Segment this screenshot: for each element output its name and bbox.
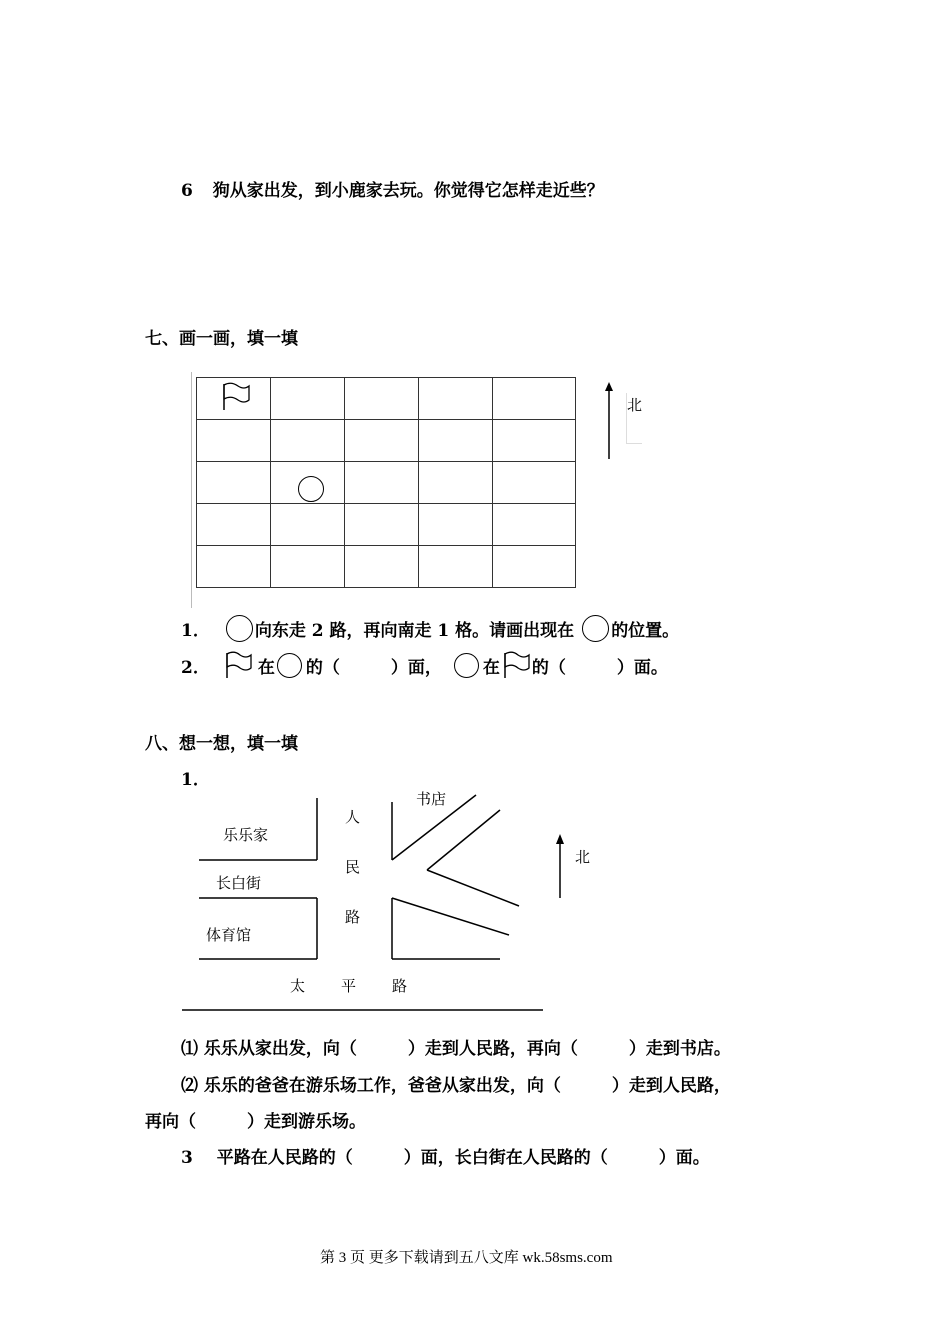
grid-cell[interactable] bbox=[419, 420, 493, 462]
grid-cell[interactable] bbox=[493, 378, 576, 420]
section-7-question-2 bbox=[181, 651, 668, 679]
section-8-subquestion-2-line-2: 再向（ ）走到游乐场。 bbox=[145, 1112, 366, 1132]
question-text: 狗从家出发，到小鹿家去玩。你觉得它怎样走近些？ bbox=[212, 181, 604, 201]
page-footer: 第 3 页 更多下载请到五八文库 wk.58sms.com bbox=[320, 1250, 613, 1266]
grid-cell[interactable] bbox=[271, 420, 345, 462]
map-label-taiping-road-1: 太 bbox=[290, 977, 306, 995]
grid-cell[interactable] bbox=[345, 420, 419, 462]
map-label-gym: 体育馆 bbox=[206, 926, 252, 944]
grid-cell[interactable] bbox=[493, 420, 576, 462]
grid-cell[interactable] bbox=[345, 462, 419, 504]
circle-icon bbox=[582, 615, 609, 642]
circle-icon bbox=[277, 653, 302, 678]
section-8-title: 八、想一想，填一填 bbox=[145, 734, 298, 754]
map-label-changbai-street: 长白街 bbox=[216, 874, 262, 892]
grid-cell[interactable] bbox=[197, 546, 271, 588]
map-label-renmin-road-1: 人 bbox=[345, 808, 361, 826]
map-label-renmin-road-3: 路 bbox=[345, 908, 361, 926]
question-text: 平路在人民路的（ ）面，长白街在人民路的（ ）面。 bbox=[216, 1148, 710, 1168]
grid-cell[interactable] bbox=[493, 462, 576, 504]
grid-cell[interactable] bbox=[419, 378, 493, 420]
flag-icon bbox=[224, 651, 252, 679]
grid-table bbox=[196, 377, 576, 588]
question-number: 6 bbox=[181, 181, 193, 201]
grid-cell[interactable] bbox=[493, 504, 576, 546]
question-text: 向东走 2 路，再向南走 1 格。请画出现在 bbox=[254, 621, 575, 641]
map-label-bookstore: 书店 bbox=[416, 790, 447, 808]
question-number: 2． bbox=[181, 657, 210, 678]
circle-icon bbox=[454, 653, 479, 678]
grid-cell[interactable] bbox=[271, 378, 345, 420]
grid-cell[interactable] bbox=[345, 546, 419, 588]
position-grid bbox=[191, 372, 583, 608]
circle-icon bbox=[298, 476, 324, 502]
street-map bbox=[0, 780, 560, 1020]
grid-cell[interactable] bbox=[419, 462, 493, 504]
flag-icon bbox=[221, 382, 251, 412]
north-arrow-icon bbox=[602, 381, 616, 461]
map-label-lele-home: 乐乐家 bbox=[223, 826, 269, 844]
grid-cell[interactable] bbox=[197, 378, 271, 420]
question-6 bbox=[181, 176, 604, 201]
map-label-taiping-road-2: 平 bbox=[341, 977, 357, 995]
section-8-question-1-number: 1． bbox=[181, 770, 210, 790]
circle-icon bbox=[226, 615, 253, 642]
grid-cell[interactable] bbox=[345, 378, 419, 420]
grid-cell[interactable] bbox=[197, 420, 271, 462]
grid-border-left bbox=[191, 372, 192, 608]
question-text: 的位置。 bbox=[611, 621, 680, 641]
section-7-title: 七、画一画，填一填 bbox=[145, 329, 298, 349]
section-8-subquestion-2-line-1: ⑵ 乐乐的爸爸在游乐场工作，爸爸从家出发，向（ ）走到人民路， bbox=[181, 1076, 731, 1096]
grid-cell[interactable] bbox=[419, 504, 493, 546]
north-label: 北 bbox=[627, 396, 643, 414]
map-label-taiping-road-3: 路 bbox=[392, 977, 408, 995]
flag-icon bbox=[502, 651, 530, 679]
section-8-subquestion-1: ⑴ 乐乐从家出发，向（ ）走到人民路，再向（ ）走到书店。 bbox=[181, 1039, 731, 1059]
question-number: 3 bbox=[181, 1148, 193, 1168]
grid-cell[interactable] bbox=[197, 504, 271, 546]
map-label-renmin-road-2: 民 bbox=[345, 858, 361, 876]
question-text: 在 bbox=[257, 657, 275, 678]
grid-cell[interactable] bbox=[271, 546, 345, 588]
map-north-label: 北 bbox=[575, 848, 591, 866]
grid-cell[interactable] bbox=[493, 546, 576, 588]
grid-cell[interactable] bbox=[197, 462, 271, 504]
section-7-question-1 bbox=[181, 615, 679, 642]
question-text: 的（ ）面。 bbox=[531, 657, 668, 678]
north-label-box bbox=[626, 393, 642, 444]
grid-cell[interactable] bbox=[345, 504, 419, 546]
section-8-question-3 bbox=[181, 1143, 710, 1168]
grid-cell[interactable] bbox=[271, 462, 345, 504]
grid-cell[interactable] bbox=[271, 504, 345, 546]
grid-cell[interactable] bbox=[419, 546, 493, 588]
question-number: 1． bbox=[181, 621, 210, 641]
question-text: 的（ ）面， bbox=[305, 657, 442, 678]
question-text: 在 bbox=[482, 657, 500, 678]
